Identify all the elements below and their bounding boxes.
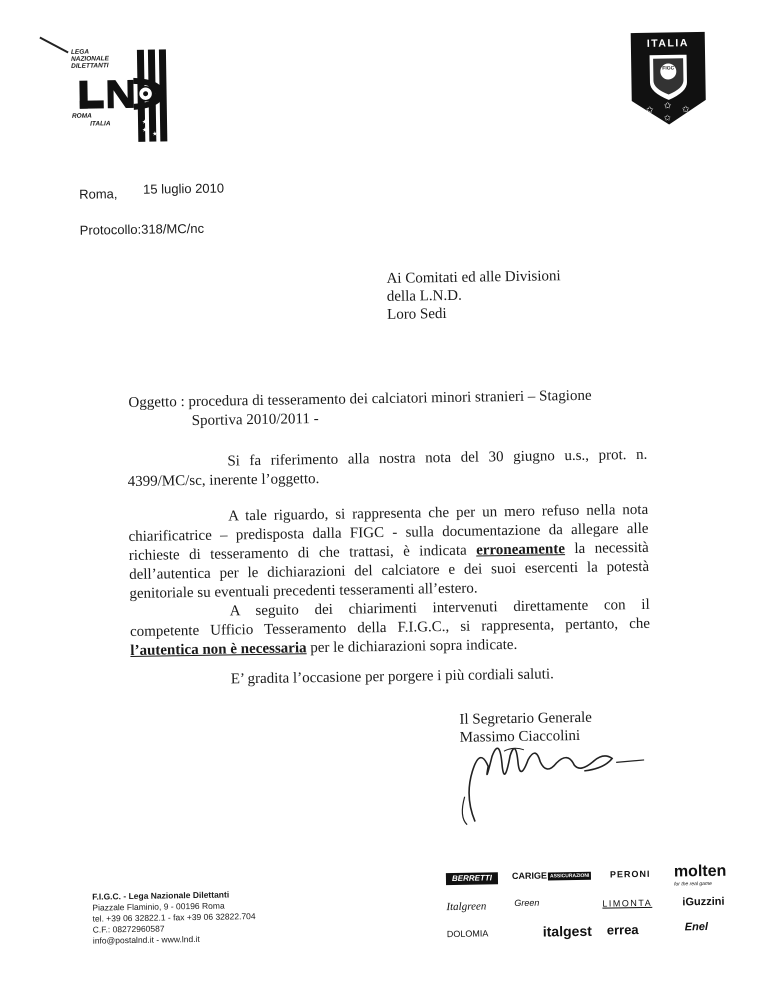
letter-date: 15 luglio 2010: [142, 180, 225, 197]
paragraph-reference: Si fa riferimento alla nostra nota del 30 giugno u.s., prot. n. 4399/MC/sc, inerente l’oggetto.: [127, 446, 648, 491]
sponsor-molten: molten: [673, 862, 727, 881]
sponsor-italgreen: Italgreen: [446, 900, 487, 914]
footer-line: C.F.: 08272960587: [92, 923, 165, 935]
recipient-line: Loro Sedi: [386, 305, 447, 323]
lnd-city: ROMA ITALIA: [71, 112, 111, 128]
signature-role: Il Segretario Generale: [459, 709, 593, 728]
svg-text:★: ★: [162, 133, 168, 140]
sponsor-peroni: PERONI: [609, 868, 651, 880]
svg-text:✩: ✩: [681, 104, 690, 115]
lnd-org-name: LEGA NAZIONALE DILETTANTI: [70, 48, 110, 70]
emphasis-erroneamente: erroneamente: [476, 541, 566, 559]
badge-emblem: FIGC: [662, 65, 675, 72]
sponsor-enel: Enel: [684, 920, 709, 934]
sponsor-molten-tagline: for the real game: [674, 880, 712, 888]
paragraph-closing: E’ gradita l’occasione per porgere i più cordiali saluti.: [230, 666, 554, 688]
svg-text:✩: ✩: [663, 100, 672, 111]
footer-line: tel. +39 06 32822.1 - fax +39 06 32822.704: [92, 911, 256, 924]
sponsor-errea: errea: [606, 922, 639, 938]
recipient-line: della L.N.D.: [386, 287, 462, 305]
svg-text:★: ★: [141, 119, 148, 126]
paragraph-clarification: A seguito dei chiarimenti intervenuti direttamente con il competente Ufficio Tesseramento della F.I.G.C., si rappresenta, pertanto, che l’autentica non è necessaria per le dichiarazioni sopra indicate.: [129, 596, 651, 660]
svg-text:9: 9: [157, 63, 160, 69]
letter-place: Roma,: [79, 186, 118, 202]
protocol-label: Protocollo:: [79, 221, 142, 238]
svg-text:✩: ✩: [645, 104, 654, 115]
italia-badge: [629, 30, 708, 127]
badge-title: ITALIA: [646, 37, 689, 50]
lnd-logo-icon: [71, 47, 183, 149]
paragraph-correction: A tale riguardo, si rappresenta che per un mero refuso nella nota chiarificatrice – predisposta dalla FIGC - sulla documentazione da allegare alle richieste di tesseramento di che trattasi, è indicata erroneamente la necessità dell’autentica per le dichiarazioni del calciatore e dei suoi esercenti la potestà genitoriale su eventuali precedenti tesseramenti all’estero.: [128, 501, 650, 603]
sponsor-unitec: Green: [514, 897, 540, 909]
sponsor-iguzzini: iGuzzini: [682, 895, 725, 909]
letter-protocol: [80, 221, 205, 238]
recipient-line: Ai Comitati ed alle Divisioni: [386, 268, 561, 287]
subject-line: Sportiva 2010/2011 -: [191, 411, 319, 430]
svg-text:★: ★: [152, 131, 158, 138]
svg-text:1: 1: [156, 55, 160, 61]
svg-text:★: ★: [142, 127, 148, 134]
sponsor-logos: [446, 861, 728, 965]
footer-address: [92, 889, 256, 947]
lnd-logo: [71, 47, 183, 149]
subject-block: [128, 386, 649, 432]
svg-text:✩: ✩: [663, 113, 671, 123]
sponsor-dolomia: DOLOMIA: [446, 928, 489, 940]
emphasis-autentica: l’autentica non è necessaria: [130, 640, 307, 660]
sponsor-limonta: LIMONTA: [602, 897, 653, 909]
sponsor-carige: CARIGE ASSICURAZIONI: [512, 870, 592, 881]
footer-line: info@postalnd.it - www.lnd.it: [92, 933, 200, 946]
signature-name: Massimo Ciaccolini: [459, 727, 581, 746]
sponsor-berretti: BERRETTI: [446, 872, 498, 885]
protocol-value: 318/MC/nc: [141, 220, 205, 237]
recipients-block: [386, 267, 561, 324]
handwritten-signature: [444, 724, 656, 827]
sponsor-italgest: italgest: [542, 922, 592, 940]
footer-line: Piazzale Flaminio, 9 - 00196 Roma: [92, 900, 225, 913]
subject-line: Oggetto : procedura di tesseramento dei calciatori minori stranieri – Stagione: [128, 387, 592, 412]
footer-org: F.I.G.C. - Lega Nazionale Dilettanti: [92, 889, 230, 902]
